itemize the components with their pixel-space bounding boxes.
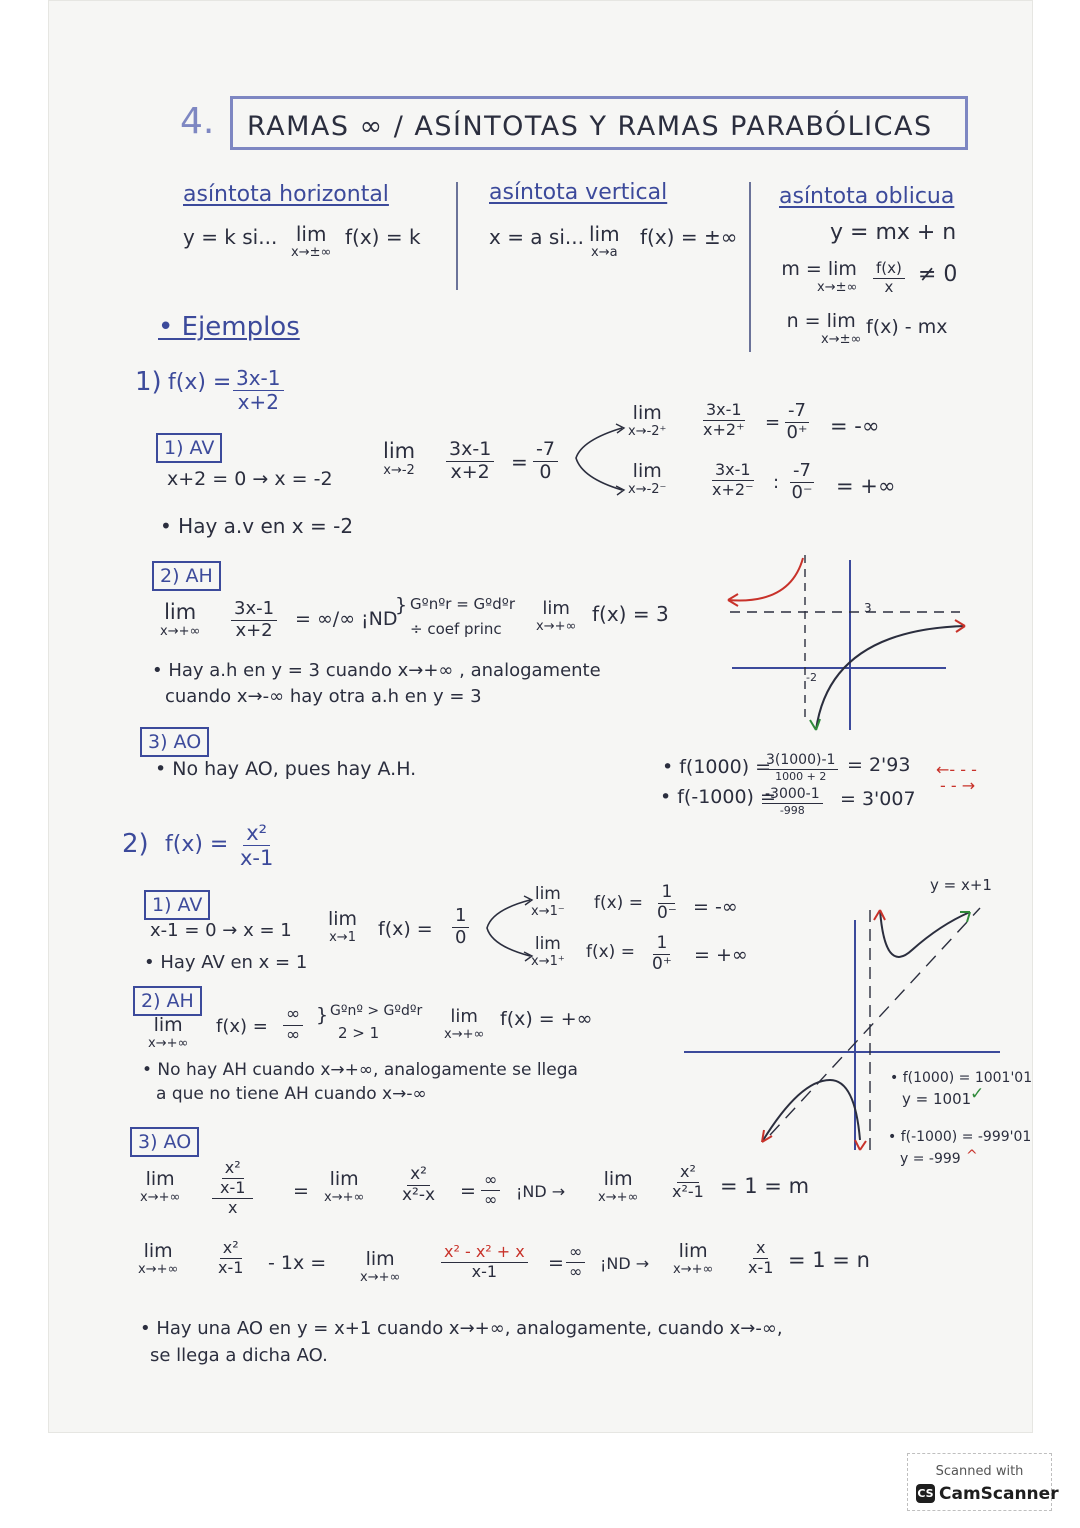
title-box (230, 96, 968, 150)
lim-word: lim (329, 1168, 359, 1190)
ex2-av-bottom-res: = +∞ (694, 944, 748, 966)
frac-num: 1 (658, 884, 675, 904)
page-title: RAMAS ∞ / ASÍNTOTAS Y RAMAS PARABÓLICAS (247, 111, 933, 142)
frac-mid: x-1 (212, 1179, 253, 1199)
caret-up-icon: ^ (966, 1148, 978, 1164)
ex2-ao-r1-eq1: = (293, 1180, 309, 1202)
frac-num: 3x-1 (703, 402, 745, 421)
ex2-check1: • f(1000) = 1001'01 (890, 1070, 1033, 1086)
frac-den: x (227, 1197, 238, 1217)
frac-den: -998 (779, 803, 805, 817)
ex1-av-right-result (790, 462, 814, 503)
left-branch (762, 1080, 860, 1142)
def-oblique-eq: y = mx + n (830, 220, 957, 245)
ex1-av-limit (383, 441, 415, 477)
frac-den: x+2 (235, 619, 273, 641)
frac-den: x+2 (450, 460, 490, 483)
lim-word: lim (365, 1248, 395, 1270)
def-oblique-m-frac (873, 261, 905, 296)
arrow-icon (762, 1130, 772, 1142)
section-number: 4. (180, 101, 215, 142)
ex1-check1-res: = 2'93 (847, 754, 911, 776)
lim-sub: x→+∞ (598, 1190, 639, 1205)
frac-den: x²-1 (672, 1181, 704, 1201)
ex1-ah-conclusion1: • Hay a.h en y = 3 cuando x→+∞ , analogamente (152, 660, 601, 681)
frac-num: -3000-1 (762, 787, 823, 804)
ex2-graph (680, 876, 1010, 1170)
ex1-av-left-frac (703, 402, 745, 439)
lim-sub: x→a (591, 245, 618, 260)
frac-den: 1000 + 2 (775, 769, 827, 783)
lim-sub: x→-2⁺ (628, 424, 667, 439)
ex2-av-bottom-limit (531, 936, 565, 968)
ex2-av-conclusion: • Hay AV en x = 1 (144, 952, 308, 973)
lim-word: m = lim (781, 258, 857, 280)
ex1-check1-frac (763, 753, 838, 782)
arrow-icon (810, 719, 820, 730)
lim-sub: x→+∞ (536, 619, 577, 634)
arrow-left-icon: ←- - - (936, 760, 977, 779)
lim-sub: x→±∞ (817, 280, 858, 295)
frac-num: x (753, 1240, 768, 1259)
ex2-ao-r1-frac3 (481, 1172, 500, 1209)
ex2-av-eq: x-1 = 0 → x = 1 (150, 920, 292, 941)
ex2-ah-expr: f(x) = (216, 1016, 268, 1037)
lim-sub: x→+∞ (673, 1262, 714, 1277)
ex1-av-right-limit (628, 462, 666, 496)
arrow-icon (855, 1140, 866, 1150)
ex2-av-bottom-expr: f(x) = (586, 942, 635, 962)
ex1-av-box: 1) AV (156, 433, 222, 463)
frac-num: -7 (790, 462, 814, 483)
ex2-av-expr: f(x) = (378, 918, 433, 940)
ex1-av-right-frac (712, 462, 754, 499)
lim-sub: x→+∞ (324, 1190, 365, 1205)
frac-den: 0 (455, 926, 467, 948)
frac-num: x² (220, 1240, 242, 1259)
ex1-check2-res: = 3'007 (840, 788, 916, 810)
ex2-av-top-expr: f(x) = (594, 893, 643, 913)
def-oblique-n-limit (781, 312, 861, 346)
ex1-av-left-limit (628, 404, 666, 438)
frac-den: ∞ (286, 1024, 301, 1045)
frac-num: 3(1000)-1 (763, 753, 838, 770)
ex1-av-left-result (785, 402, 809, 443)
frac-den: x-1 (748, 1257, 774, 1277)
ex1-av-equals: = (511, 450, 528, 474)
ex2-av-result (452, 907, 469, 948)
ex2-ah-note2: 2 > 1 (338, 1024, 380, 1042)
frac-den: 0⁺ (652, 953, 672, 974)
ex1-graph (720, 540, 980, 740)
ex2-ao-r2-minus: - 1x = (268, 1252, 327, 1274)
ex2-ao-r1-complex-frac (212, 1160, 253, 1216)
ex1-ah-box: 2) AH (152, 561, 221, 591)
lim-word: lim (153, 1014, 183, 1036)
ex1-check2-lhs: • f(-1000) = (660, 786, 776, 808)
frac-num: 3x-1 (712, 462, 754, 481)
ex2-ao-conclusion2: se llega a dicha AO. (150, 1345, 328, 1366)
lim-word: lim (295, 222, 327, 246)
ex1-label: 1) (135, 367, 162, 397)
frac-den: x-1 (471, 1261, 498, 1281)
ex2-f: f(x) = (165, 832, 229, 857)
lim-sub: x→+∞ (444, 1027, 485, 1042)
lim-word: lim (632, 460, 662, 482)
lim-word: lim (632, 402, 662, 424)
ex1-check1-lhs: • f(1000) = (662, 756, 772, 778)
ex1-av-conclusion: • Hay a.v en x = -2 (160, 514, 354, 538)
frac-num: 3x-1 (233, 368, 284, 391)
ex1-ah-limit2 (536, 600, 576, 633)
ex2-ah-conclusion2: a que no tiene AH cuando x→-∞ (156, 1084, 427, 1104)
def-horizontal-expr: f(x) = k (345, 225, 421, 249)
ex2-graph-asymptote-label: y = x+1 (930, 876, 992, 894)
lim-sub: x→-2⁻ (628, 482, 667, 497)
lim-sub: x→+∞ (360, 1270, 401, 1285)
ex2-ao-r2-eq: = (548, 1252, 564, 1274)
frac-num: f(x) (873, 261, 905, 279)
ex2-ao-r1-frac2 (402, 1166, 435, 1205)
frac-den: 0⁻ (791, 481, 813, 503)
lim-word: lim (603, 1168, 633, 1190)
ex2-check2: • f(-1000) = -999'01 (888, 1129, 1032, 1145)
lim-word: n = lim (786, 310, 856, 332)
ex2-label: 2) (122, 829, 149, 859)
ex2-av-limit (328, 910, 357, 944)
lim-sub: x→+∞ (140, 1190, 181, 1205)
ex2-av-top-result (657, 884, 677, 923)
ex2-f-frac (240, 822, 273, 869)
right-branch (816, 626, 965, 730)
frac-num: 3x-1 (446, 440, 494, 462)
ex1-av-frac (446, 440, 494, 483)
frac-num: 1 (653, 935, 670, 955)
lim-word: lim (143, 1240, 173, 1262)
frac-num: ∞ (566, 1244, 585, 1263)
ex2-ao-r2-res: = 1 = n (788, 1248, 870, 1272)
frac-den: ∞ (569, 1261, 583, 1281)
lim-sub: x→+∞ (160, 624, 201, 639)
ex2-ao-r1-res: = 1 = m (720, 1174, 810, 1198)
ex2-ao-r1-limit2 (324, 1170, 364, 1204)
ex2-ao-conclusion1: • Hay una AO en y = x+1 cuando x→+∞, analogamente, cuando x→-∞, (140, 1318, 783, 1339)
lim-sub: x→1 (329, 930, 356, 945)
frac-den: ∞ (484, 1189, 498, 1209)
ex2-ao-box: 3) AO (130, 1127, 199, 1157)
ex2-check1b: y = 1001 (902, 1090, 972, 1108)
ex1-f-frac (233, 368, 284, 413)
heading-oblique: asíntota oblicua (779, 184, 955, 209)
ex1-ah-mid: = ∞/∞ ¡ND (295, 608, 398, 630)
ex1-f: f(x) = (168, 370, 232, 395)
frac-num: 1 (452, 907, 469, 928)
ex2-ah-limit2 (444, 1008, 484, 1041)
ex1-av-right-res: = +∞ (836, 474, 896, 498)
camscanner-watermark (907, 1453, 1059, 1511)
lim-sub: x→1⁺ (531, 954, 565, 969)
ex1-av-left-res: = -∞ (830, 414, 880, 438)
def-vertical-expr: f(x) = ±∞ (640, 225, 738, 249)
ex1-ah-conclusion2: cuando x→-∞ hay otra a.h en y = 3 (165, 686, 482, 707)
ex1-ah-frac (231, 600, 277, 641)
ex1-branch-brace (572, 420, 632, 500)
lim-word: lim (383, 439, 416, 463)
def-vertical-limit (589, 224, 620, 259)
lim-word: lim (450, 1006, 478, 1027)
def-oblique-n-rhs: f(x) - mx (866, 316, 948, 338)
heading-horizontal: asíntota horizontal (183, 182, 389, 207)
ex2-check2b: y = -999 (900, 1151, 961, 1167)
ex1-av-result (533, 440, 558, 483)
watermark-line2: CamScanner (939, 1484, 1059, 1504)
frac-num: x² (222, 1160, 244, 1179)
ex1-ao-text: • No hay AO, pues hay A.H. (155, 758, 417, 780)
ex2-ao-r2-frac3 (566, 1244, 585, 1281)
ex1-ah-res: f(x) = 3 (592, 602, 669, 626)
arrow-right-icon: - - → (940, 776, 976, 795)
lim-word: lim (589, 222, 620, 246)
lim-word: lim (542, 598, 570, 619)
frac-den: x+2⁻ (712, 479, 754, 499)
lim-sub: x→+∞ (138, 1262, 179, 1277)
lim-sub: x→±∞ (821, 332, 862, 347)
frac-den: x²-x (402, 1184, 436, 1205)
examples-heading: • Ejemplos (158, 312, 300, 342)
ex1-graph-h-label: 3 (864, 601, 872, 615)
column-divider (456, 182, 458, 290)
lim-word: lim (328, 908, 358, 930)
ex2-ao-r2-frac (218, 1240, 243, 1277)
left-branch (728, 558, 803, 600)
ex2-ao-r2-nd: ¡ND → (600, 1254, 650, 1273)
ex1-ao-box: 3) AO (140, 727, 209, 757)
watermark-line1: Scanned with (935, 1464, 1024, 1479)
frac-den: x-1 (240, 846, 274, 871)
def-oblique-m-limit (781, 260, 857, 294)
ex2-ao-r1-eq2: = (460, 1180, 476, 1202)
ex2-ah-res: f(x) = +∞ (500, 1008, 593, 1030)
ex2-ah-result (283, 1006, 303, 1045)
ex1-check2-frac (762, 787, 823, 816)
frac-den: 0⁻ (657, 902, 677, 923)
lim-sub: x→±∞ (291, 245, 332, 260)
lim-sub: x→-2 (383, 463, 415, 478)
lim-sub: x→1⁻ (531, 904, 565, 919)
def-horizontal-lhs: y = k si... (183, 225, 278, 249)
lim-sub: x→+∞ (148, 1036, 189, 1051)
ex2-ao-r1-limit3 (598, 1170, 638, 1204)
frac-num: 3x-1 (231, 600, 277, 621)
ex1-ah-note1: Gºnºr = Gºdºr (410, 595, 515, 613)
ex2-ao-r2-limit (138, 1242, 178, 1276)
def-vertical-lhs: x = a si... (489, 225, 584, 249)
right-branch (880, 910, 970, 957)
frac-den: x+2⁺ (703, 419, 745, 439)
frac-num: -7 (785, 402, 809, 423)
ex2-ah-note1: Gºnº > Gºdºr (330, 1003, 423, 1019)
lim-word: lim (145, 1168, 175, 1190)
ex1-graph-v-label: -2 (806, 671, 817, 684)
ex2-ao-r2-frac2 (441, 1244, 528, 1281)
camscanner-logo-icon: CS (916, 1484, 935, 1503)
frac-num: -7 (533, 440, 558, 462)
frac-den: 0 (539, 460, 552, 483)
frac-num: x² (407, 1166, 430, 1186)
ex1-ah-note2: ÷ coef princ (410, 620, 502, 638)
frac-num: x² (243, 822, 270, 846)
heading-vertical: asíntota vertical (489, 180, 668, 205)
frac-num: x² - x² + x (441, 1244, 528, 1263)
column-divider (749, 182, 751, 352)
frac-num: ∞ (481, 1172, 500, 1191)
lim-word: lim (534, 934, 561, 954)
lim-word: lim (164, 600, 197, 624)
ex2-av-box: 1) AV (144, 890, 210, 920)
frac-den: 0⁺ (786, 421, 808, 443)
frac-num: ∞ (283, 1006, 303, 1026)
ex2-ao-r2-limit3 (673, 1242, 713, 1276)
def-oblique-m-rhs: ≠ 0 (918, 262, 958, 287)
ex2-ah-conclusion1: • No hay AH cuando x→+∞, analogamente se llega (142, 1060, 578, 1080)
lim-word: lim (678, 1240, 708, 1262)
ex2-av-top-res: = -∞ (693, 896, 738, 918)
frac-den: x (884, 277, 894, 296)
frac-den: x-1 (218, 1257, 244, 1277)
ex2-av-bottom-result (652, 935, 672, 974)
ex2-ao-r1-limit (140, 1170, 180, 1204)
def-horizontal-limit (291, 224, 331, 259)
ex2-ah-box: 2) AH (133, 986, 202, 1016)
frac-den: x+2 (237, 390, 279, 414)
ex1-av-eq: x+2 = 0 → x = -2 (167, 468, 333, 490)
lim-word: lim (534, 884, 561, 904)
ex1-ah-limit (160, 602, 200, 638)
check-icon: ✓ (970, 1084, 985, 1104)
ex2-ao-r2-limit2 (360, 1250, 400, 1284)
ex2-ao-r1-nd: ¡ND → (516, 1182, 566, 1201)
frac-num: x² (677, 1164, 699, 1183)
ex2-ao-r2-frac4 (748, 1240, 773, 1277)
ex2-ah-limit (148, 1016, 188, 1050)
ex2-av-top-limit (531, 886, 565, 918)
